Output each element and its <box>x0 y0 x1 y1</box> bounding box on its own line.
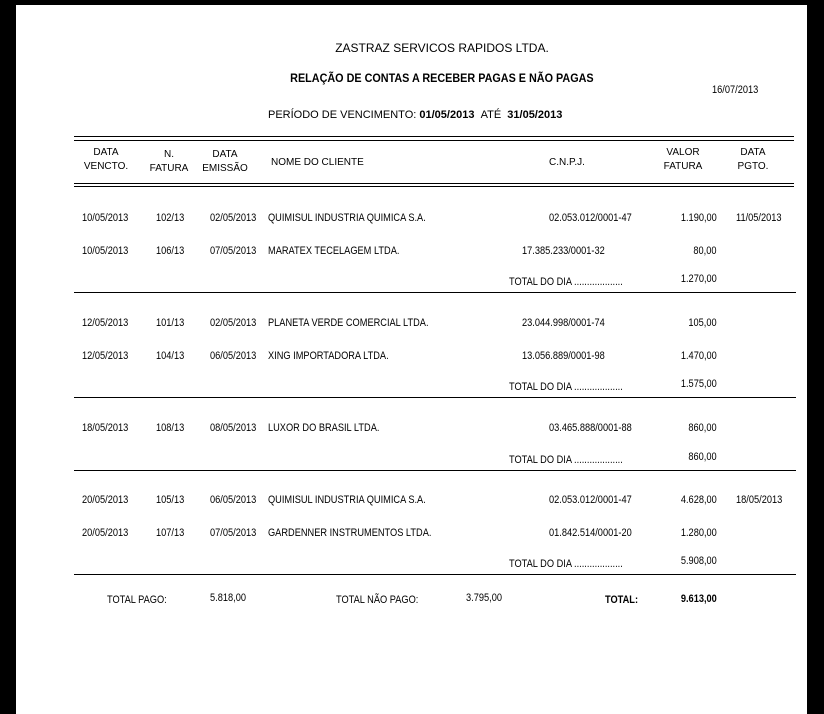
cell-emissao: 02/05/2013 <box>210 212 257 224</box>
grand-total-label: TOTAL: <box>605 594 639 606</box>
col-header-data-vencto: DATA VENCTO. <box>83 147 129 172</box>
cell-cnpj: 01.842.514/0001-20 <box>549 527 632 539</box>
period-from: 01/05/2013 <box>419 109 475 121</box>
col-header-data-emissao: DATA EMISSÃO <box>202 149 248 174</box>
cell-valor: 105,00 <box>688 317 717 329</box>
cell-emissao: 07/05/2013 <box>210 245 257 257</box>
period-label: PERÍODO DE VENCIMENTO: <box>268 109 417 121</box>
cell-cliente: MARATEX TECELAGEM LTDA. <box>268 245 400 257</box>
report-date: 16/07/2013 <box>712 84 759 96</box>
col-header-valor-fatura: VALOR FATURA <box>663 147 703 172</box>
cell-fatura: 106/13 <box>156 245 185 257</box>
cell-emissao: 07/05/2013 <box>210 527 257 539</box>
total-pago-value: 5.818,00 <box>210 592 246 604</box>
day-total-label: TOTAL DO DIA ................... <box>509 276 623 288</box>
cell-cnpj: 02.053.012/0001-47 <box>549 494 632 506</box>
cell-cnpj: 23.044.998/0001-74 <box>522 317 605 329</box>
day-total-label: TOTAL DO DIA ................... <box>509 454 623 466</box>
cell-fatura: 105/13 <box>156 494 185 506</box>
col-header-data-pgto: DATA PGTO. <box>737 147 769 172</box>
cell-vencto: 10/05/2013 <box>82 212 129 224</box>
cell-pgto: 18/05/2013 <box>736 494 783 506</box>
group-separator <box>74 574 796 575</box>
header-rule-top-1 <box>74 136 794 137</box>
period-to: 31/05/2013 <box>507 109 563 121</box>
cell-cnpj: 03.465.888/0001-88 <box>549 422 632 434</box>
cell-cnpj: 17.385.233/0001-32 <box>522 245 605 257</box>
period-ate: ATÉ <box>480 109 502 121</box>
col-header-nome-cliente: NOME DO CLIENTE <box>271 157 364 168</box>
cell-fatura: 104/13 <box>156 350 185 362</box>
col-header-cnpj: C.N.P.J. <box>549 157 585 168</box>
group-separator <box>74 397 796 398</box>
col-header-n-fatura: N. FATURA <box>149 149 189 174</box>
day-total-label: TOTAL DO DIA ................... <box>509 381 623 393</box>
cell-emissao: 02/05/2013 <box>210 317 257 329</box>
cell-valor: 4.628,00 <box>681 494 717 506</box>
period-line <box>268 109 562 121</box>
day-total-value: 5.908,00 <box>681 555 717 567</box>
cell-fatura: 108/13 <box>156 422 185 434</box>
report-page <box>16 5 807 714</box>
cell-vencto: 20/05/2013 <box>82 494 129 506</box>
cell-valor: 1.190,00 <box>681 212 717 224</box>
group-separator <box>74 292 796 293</box>
company-name: ZASTRAZ SERVICOS RAPIDOS LTDA. <box>335 41 549 55</box>
report-title: RELAÇÃO DE CONTAS A RECEBER PAGAS E NÃO PAGAS <box>290 71 594 85</box>
cell-cliente: QUIMISUL INDUSTRIA QUIMICA S.A. <box>268 212 426 224</box>
cell-cliente: LUXOR DO BRASIL LTDA. <box>268 422 380 434</box>
header-rule-bottom-2 <box>74 186 794 187</box>
cell-vencto: 10/05/2013 <box>82 245 129 257</box>
cell-vencto: 12/05/2013 <box>82 317 129 329</box>
total-nao-pago-value: 3.795,00 <box>466 592 502 604</box>
grand-total-value: 9.613,00 <box>681 593 717 605</box>
cell-vencto: 12/05/2013 <box>82 350 129 362</box>
cell-valor: 1.280,00 <box>681 527 717 539</box>
cell-pgto: 11/05/2013 <box>736 212 782 224</box>
day-total-value: 860,00 <box>688 451 717 463</box>
cell-emissao: 06/05/2013 <box>210 350 257 362</box>
cell-cliente: PLANETA VERDE COMERCIAL LTDA. <box>268 317 429 329</box>
cell-valor: 1.470,00 <box>681 350 717 362</box>
cell-valor: 860,00 <box>688 422 717 434</box>
cell-cnpj: 02.053.012/0001-47 <box>549 212 632 224</box>
cell-cliente: XING IMPORTADORA LTDA. <box>268 350 389 362</box>
total-nao-pago-label: TOTAL NÃO PAGO: <box>336 594 419 606</box>
cell-vencto: 18/05/2013 <box>82 422 129 434</box>
header-rule-bottom-1 <box>74 183 794 184</box>
cell-fatura: 107/13 <box>156 527 185 539</box>
group-separator <box>74 470 796 471</box>
cell-cnpj: 13.056.889/0001-98 <box>522 350 605 362</box>
header-rule-top-2 <box>74 140 794 141</box>
cell-emissao: 06/05/2013 <box>210 494 257 506</box>
cell-cliente: GARDENNER INSTRUMENTOS LTDA. <box>268 527 432 539</box>
total-pago-label: TOTAL PAGO: <box>107 594 167 606</box>
cell-vencto: 20/05/2013 <box>82 527 129 539</box>
cell-cliente: QUIMISUL INDUSTRIA QUIMICA S.A. <box>268 494 426 506</box>
cell-valor: 80,00 <box>693 245 717 257</box>
day-total-value: 1.270,00 <box>681 273 717 285</box>
day-total-label: TOTAL DO DIA ................... <box>509 558 623 570</box>
day-total-value: 1.575,00 <box>681 378 717 390</box>
cell-emissao: 08/05/2013 <box>210 422 257 434</box>
cell-fatura: 101/13 <box>156 317 185 329</box>
cell-fatura: 102/13 <box>156 212 185 224</box>
